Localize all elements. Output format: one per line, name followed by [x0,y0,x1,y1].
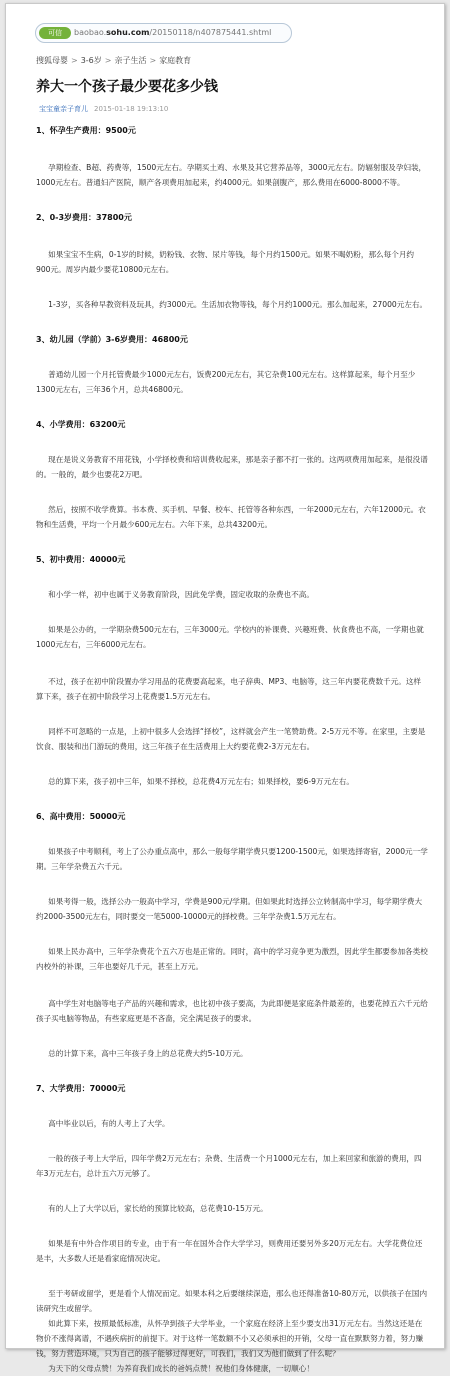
paragraph: 孕期检查、B超、药费等，1500元左右。孕期买土鸡、水果及其它营养品等，3000元左右。防辐射服及孕妇装，1000元左右。普通妇产医院，顺产各项费用加起来，约4000元。如果剖腹产，那么费用在6000-8000不等。 [36,163,427,187]
paragraph: 不过，孩子在初中阶段置办学习用品的花费要高起来，电子辞典、MP3、电脑等，这三年内要花费数千元。这样算下来，孩子在初中阶段学习上花费要1.5万元左右。 [36,677,422,701]
paragraph: 如果宝宝不生病，0-1岁的时候，奶粉钱、衣物、尿片等钱，每个月约1500元。如果不喝奶粉，那么每个月约900元。周岁内最少要花10800元左右。 [36,250,415,274]
paragraph: 如果是公办的，一学期杂费500元左右，三年3000元。学校内的补课费、兴趣班费、伙食费也不高，一学期也就1000元左右，三年6000元左右。 [36,625,424,649]
paragraph: 同样不可忽略的一点是，上初中很多人会选择“择校”，这样就会产生一笔赞助费。2-5万元不等。在家里，主要是饮食、服装和出门游玩的费用，这三年孩子在生活费用上大约要花费2-3万元左右。 [36,727,426,751]
browser-window [5,3,445,1373]
section-heading: 3、幼儿园（学前）3-6岁费用：46800元 [36,335,188,344]
url-host: sohu.com [106,28,150,37]
section-heading: 6、高中费用：50000元 [36,812,126,821]
paragraph: 1-3岁，买各种早教资料及玩具，约3000元。生活加衣物等钱，每个月约1000元。那么加起来，27000元左右。 [48,300,428,309]
paragraph: 总的计算下来，高中三年孩子身上的总花费大约5-10万元。 [48,1049,248,1058]
paragraph: 现在是说义务教育不用花钱，小学择校费和培训费收起来，那是亲子都不打一张的。这两项费用加起来，是很没谱的。一般的，最少也要花2万吧。 [36,455,428,479]
section-heading: 7、大学费用：70000元 [36,1084,126,1093]
paragraph: 至于考研或留学，更是看个人情况而定。如果本科之后要继续深造，那么也还得准备10-80万元，以供孩子在国内读研究生或留学。 [36,1289,428,1313]
paragraph: 如果考得一般，选择公办一般高中学习，学费是900元/学期。但如果此时选择公立转制高中学习，每学期学费大约2000-3500元左右，同时要交一笔5000-10000元的择校费。三年学杂费1.5万元左右。 [36,897,423,921]
breadcrumb-separator: > [104,56,112,65]
paragraph: 如果上民办高中，三年学杂费花个五六万也是正常的。同时，高中的学习竞争更为激烈，因此学生都要参加各类校内校外的补课，三年也要好几千元，甚至上万元。 [36,947,428,971]
url-path: /20150118/n407875441.shtml [149,28,272,37]
address-bar[interactable] [35,23,292,43]
breadcrumb-item-education[interactable]: 家庭教育 [159,56,192,65]
breadcrumb-separator: > [71,56,78,65]
breadcrumb-item-life[interactable]: 亲子生活 [114,56,147,65]
paragraph: 和小学一样，初中也属于义务教育阶段，因此免学费，固定收取的杂费也不高。 [48,590,314,599]
paragraph: 普通幼儿园一个月托管费最少1000元左右，饭费200元左右，其它杂费100元左右。这样算起来，每个月至少1300元左右，三年36个月，总共46800元。 [36,370,416,394]
breadcrumb [36,55,191,66]
section-heading: 5、初中费用：40000元 [36,555,126,564]
url-prefix: baobao. [74,28,107,37]
paragraph: 为天下的父母点赞！为养育我们成长的爸妈点赞！祝他们身体健康，一切顺心！ [48,1364,314,1373]
section-heading: 4、小学费用：63200元 [36,420,126,429]
article-timestamp: 2015-01-18 19:13:10 [94,105,169,113]
article-body [36,123,428,1376]
paragraph: 如果是有中外合作项目的专业，由于有一年在国外合作大学学习，则费用还要另外多20万元左右。大学花费位还是丰，大多数人还是看家庭情况决定。 [36,1239,423,1263]
breadcrumb-item-home[interactable]: 搜狐母婴 [36,56,68,65]
breadcrumb-item-age[interactable]: 3-6岁 [80,56,102,65]
article-title: 养大一个孩子最少要花多少钱 [36,79,218,95]
section-heading: 2、0-3岁费用：37800元 [36,213,132,222]
paragraph: 如此算下来，按照最低标准，从怀孕到孩子大学毕业，一个家庭在经济上至少要支出31万元左右。当然这还是在物价不涨得离谱，不遇疾病折的前提下。对于这样一笔数额不小又必须承担的开销，父母一直在默默努力着，努力赚钱，努力营造环境，只为自己的孩子能够过得更好，可我们，我们又为他们做到了什么呢？ [36,1319,424,1358]
breadcrumb-separator: > [149,56,157,65]
paragraph: 有的人上了大学以后，家长给的预算比较高，总花费10-15万元。 [48,1204,268,1213]
article-meta [39,104,168,114]
secure-badge[interactable]: 可信 [39,27,71,39]
paragraph: 一般的孩子考上大学后，四年学费2万元左右；杂费、生活费一个月1000元左右，加上来回家和旅游的费用，四年3万元左右，总计五六万元够了。 [36,1154,422,1178]
paragraph: 总的算下来，孩子初中三年，如果不择校，总花费4万元左右；如果择校，要6-9万元左右。 [48,777,354,786]
section-heading: 1、怀孕生产费用：9500元 [36,126,136,135]
paragraph: 高中毕业以后，有的人考上了大学。 [48,1119,170,1128]
paragraph: 如果孩子中考顺利，考上了公办重点高中，那么一般每学期学费只要1200-1500元，如果选择寄宿，2000元一学期。三年学杂费五六千元。 [36,847,428,871]
paragraph: 然后，按照不收学费算。书本费、买手机、早餐、校车、托管等各种东西，一年2000元左右，六年12000元。衣物和生活费，平均一个月最少600元左右。六年下来，总共43200元。 [36,505,426,529]
paragraph: 高中学生对电脑等电子产品的兴趣和需求，也比初中孩子要高，为此即便是家庭条件最差的，也要花掉五六千元给孩子买电脑等物品，有些家庭更是不吝啬，完全满足孩子的要求。 [36,999,428,1023]
article-source-link[interactable]: 宝宝童亲子育儿 [39,105,88,113]
